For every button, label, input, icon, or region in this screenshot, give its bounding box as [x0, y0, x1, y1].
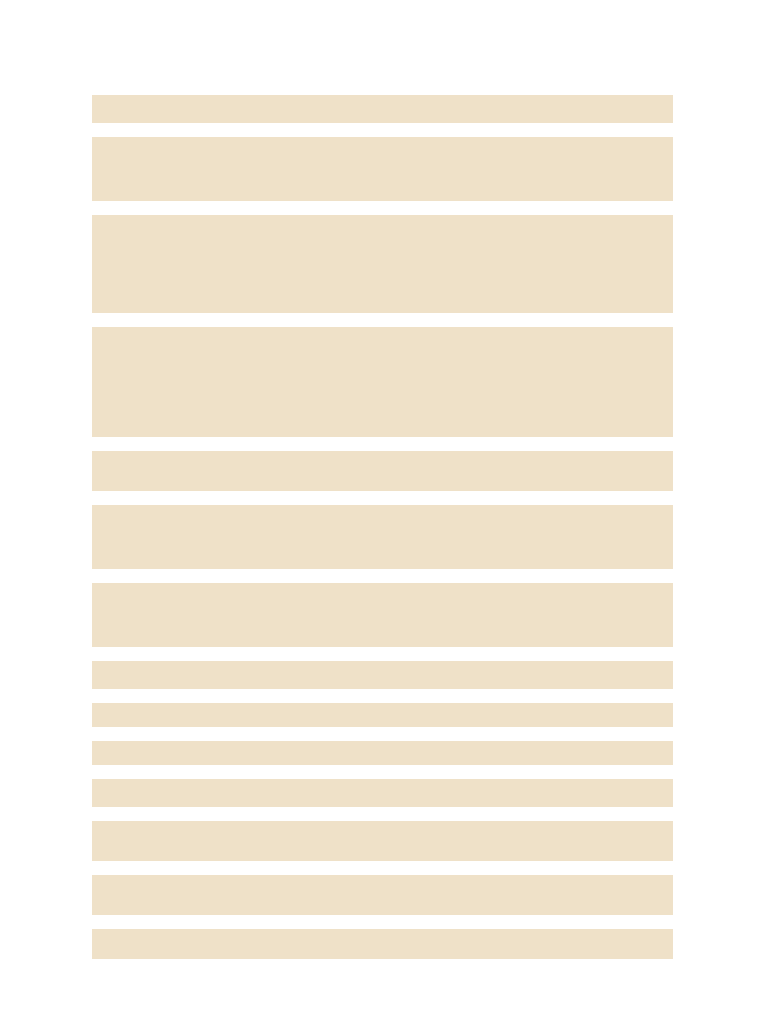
paragraph: [92, 661, 673, 689]
paragraph: [92, 929, 673, 959]
paragraph: [92, 821, 673, 861]
paragraph: [92, 779, 673, 807]
paragraph: [92, 703, 673, 727]
paragraph: [92, 137, 673, 201]
paragraph: [92, 741, 673, 765]
paragraph: [92, 95, 673, 123]
paragraph: [92, 215, 673, 313]
paragraph: [92, 505, 673, 569]
paragraph: [92, 583, 673, 647]
paragraph: [92, 327, 673, 437]
paragraph: [92, 875, 673, 915]
paragraph: [92, 451, 673, 491]
